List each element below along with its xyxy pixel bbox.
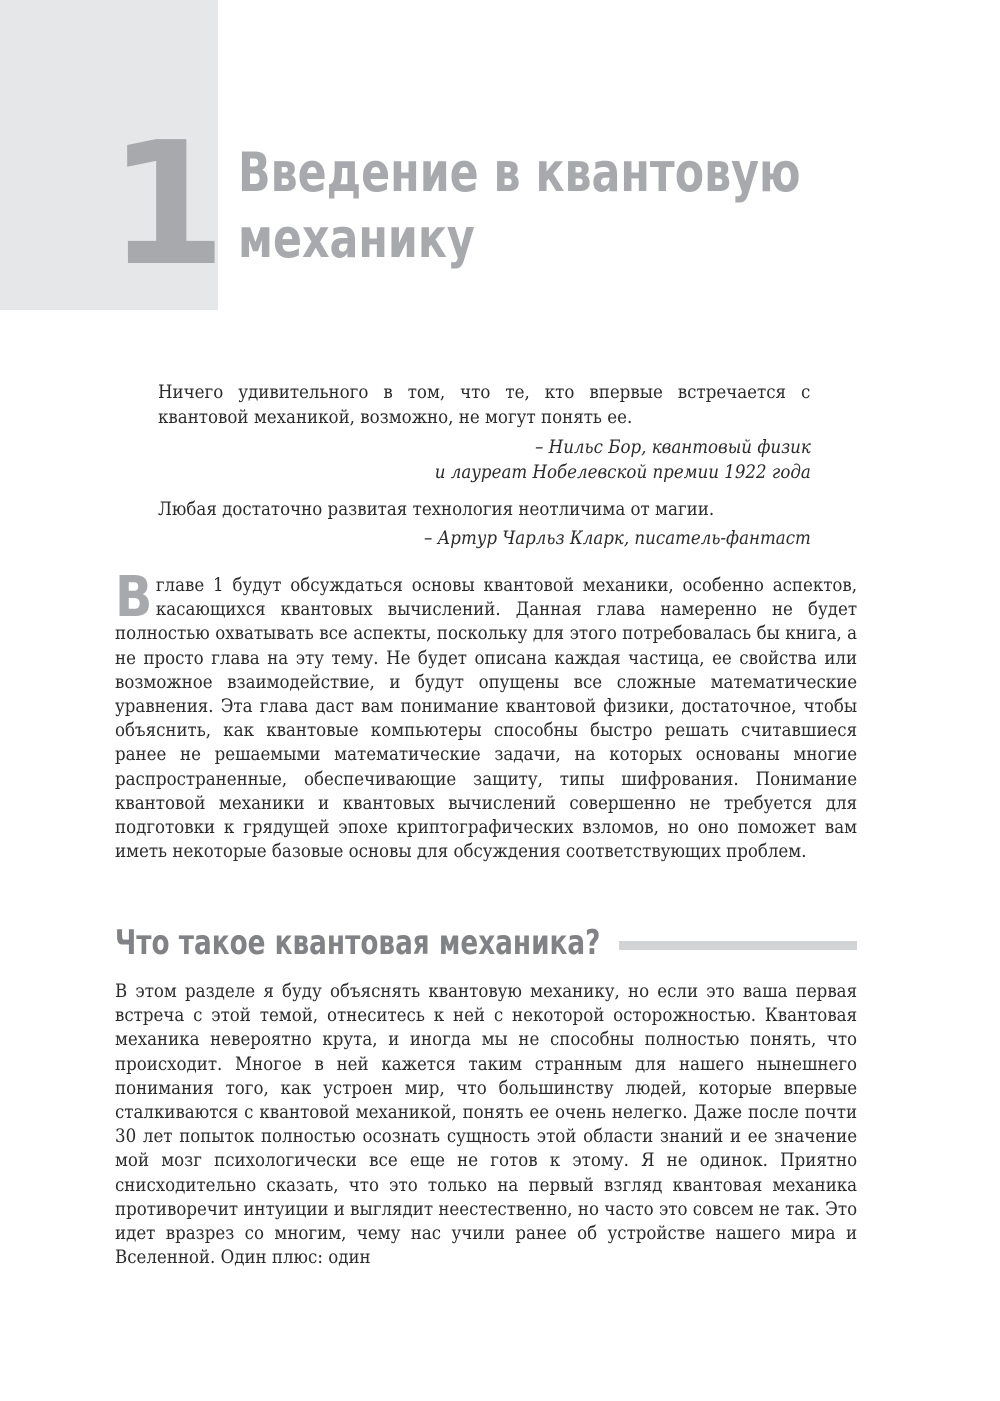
chapter-title [238, 140, 854, 272]
epigraph-clarke [158, 497, 811, 551]
epigraphs [158, 380, 811, 551]
intro-text: главе 1 будут обсуждаться основы квантовой механики, особенно аспектов, касающихся квантовых вычислений. Данная глава намеренно не будет полностью охватывать все аспекты, поскольку для этого потребовалась бы книга, а не просто глава на эту тему. Не будет описана каждая частица, ее свойства или возможное взаимодействие, и будут опущены все сложные математические уравнения. Эта глава даст вам понимание квантовой физики, достаточное, чтобы объяснить, как квантовые компьютеры способны быстро решать считавшиеся ранее не решаемыми математические задачи, на которых основаны многие распространенные, обеспечивающие защиту, типы шифрования. Понимание квантовой механики и квантовых вычислений совершенно не требуется для подготовки к грядущей эпохе криптографических взломов, но оно поможет вам иметь некоторые базовые основы для обсуждения соответствующих проблем. [115, 574, 858, 863]
section-heading-rule [619, 941, 857, 950]
chapter-number: 1 [108, 106, 223, 304]
intro-paragraph [115, 565, 858, 863]
epigraph-text: Ничего удивительного в том, что те, кто впервые встречается с квантовой механикой, возможно, не могут понять ее. [158, 382, 811, 428]
chapter-title-line2: механику [238, 207, 475, 270]
epigraph-author: – Нильс Бор, квантовый физик [535, 437, 811, 458]
epigraph-bohr [158, 380, 811, 485]
epigraph-author: – Артур Чарльз Кларк, писатель-фантаст [424, 528, 811, 549]
section-text: В этом разделе я буду объяснять квантовую механику, но если это ваша первая встреча с этой темой, отнеситесь к ней с некоторой осторожностью. Квантовая механика невероятно крута, и иногда мы не способны полностью понять, что происходит. Многое в ней кажется таким странным для нашего нынешнего понимания того, как устроен мир, что большинству людей, которые впервые сталкиваются с квантовой механикой, понять ее очень нелегко. Даже после почти 30 лет попыток полностью осознать сущность этой области знаний и ее значение мой мозг психологически все еще не готов к этому. Я не одинок. Приятно снисходительно сказать, что это только на первый взгляд квантовая механика противоречит интуиции и выглядит неестественно, но часто это совсем не так. Это идет вразрез со многим, чему нас учили ранее об устройстве нашего мира и Вселенной. Один плюс: один [115, 980, 858, 1269]
epigraph-author-detail: и лауреат Нобелевской премии 1922 года [434, 462, 811, 483]
section-paragraph [115, 979, 857, 1269]
chapter-title-line1: Введение в квантовую [238, 141, 801, 204]
section-heading-text: Что такое квантовая механика? [115, 923, 601, 963]
epigraph-text: Любая достаточно развитая технология неотличима от магии. [158, 499, 715, 520]
section-heading [115, 920, 857, 966]
dropcap-letter: В [115, 565, 153, 630]
